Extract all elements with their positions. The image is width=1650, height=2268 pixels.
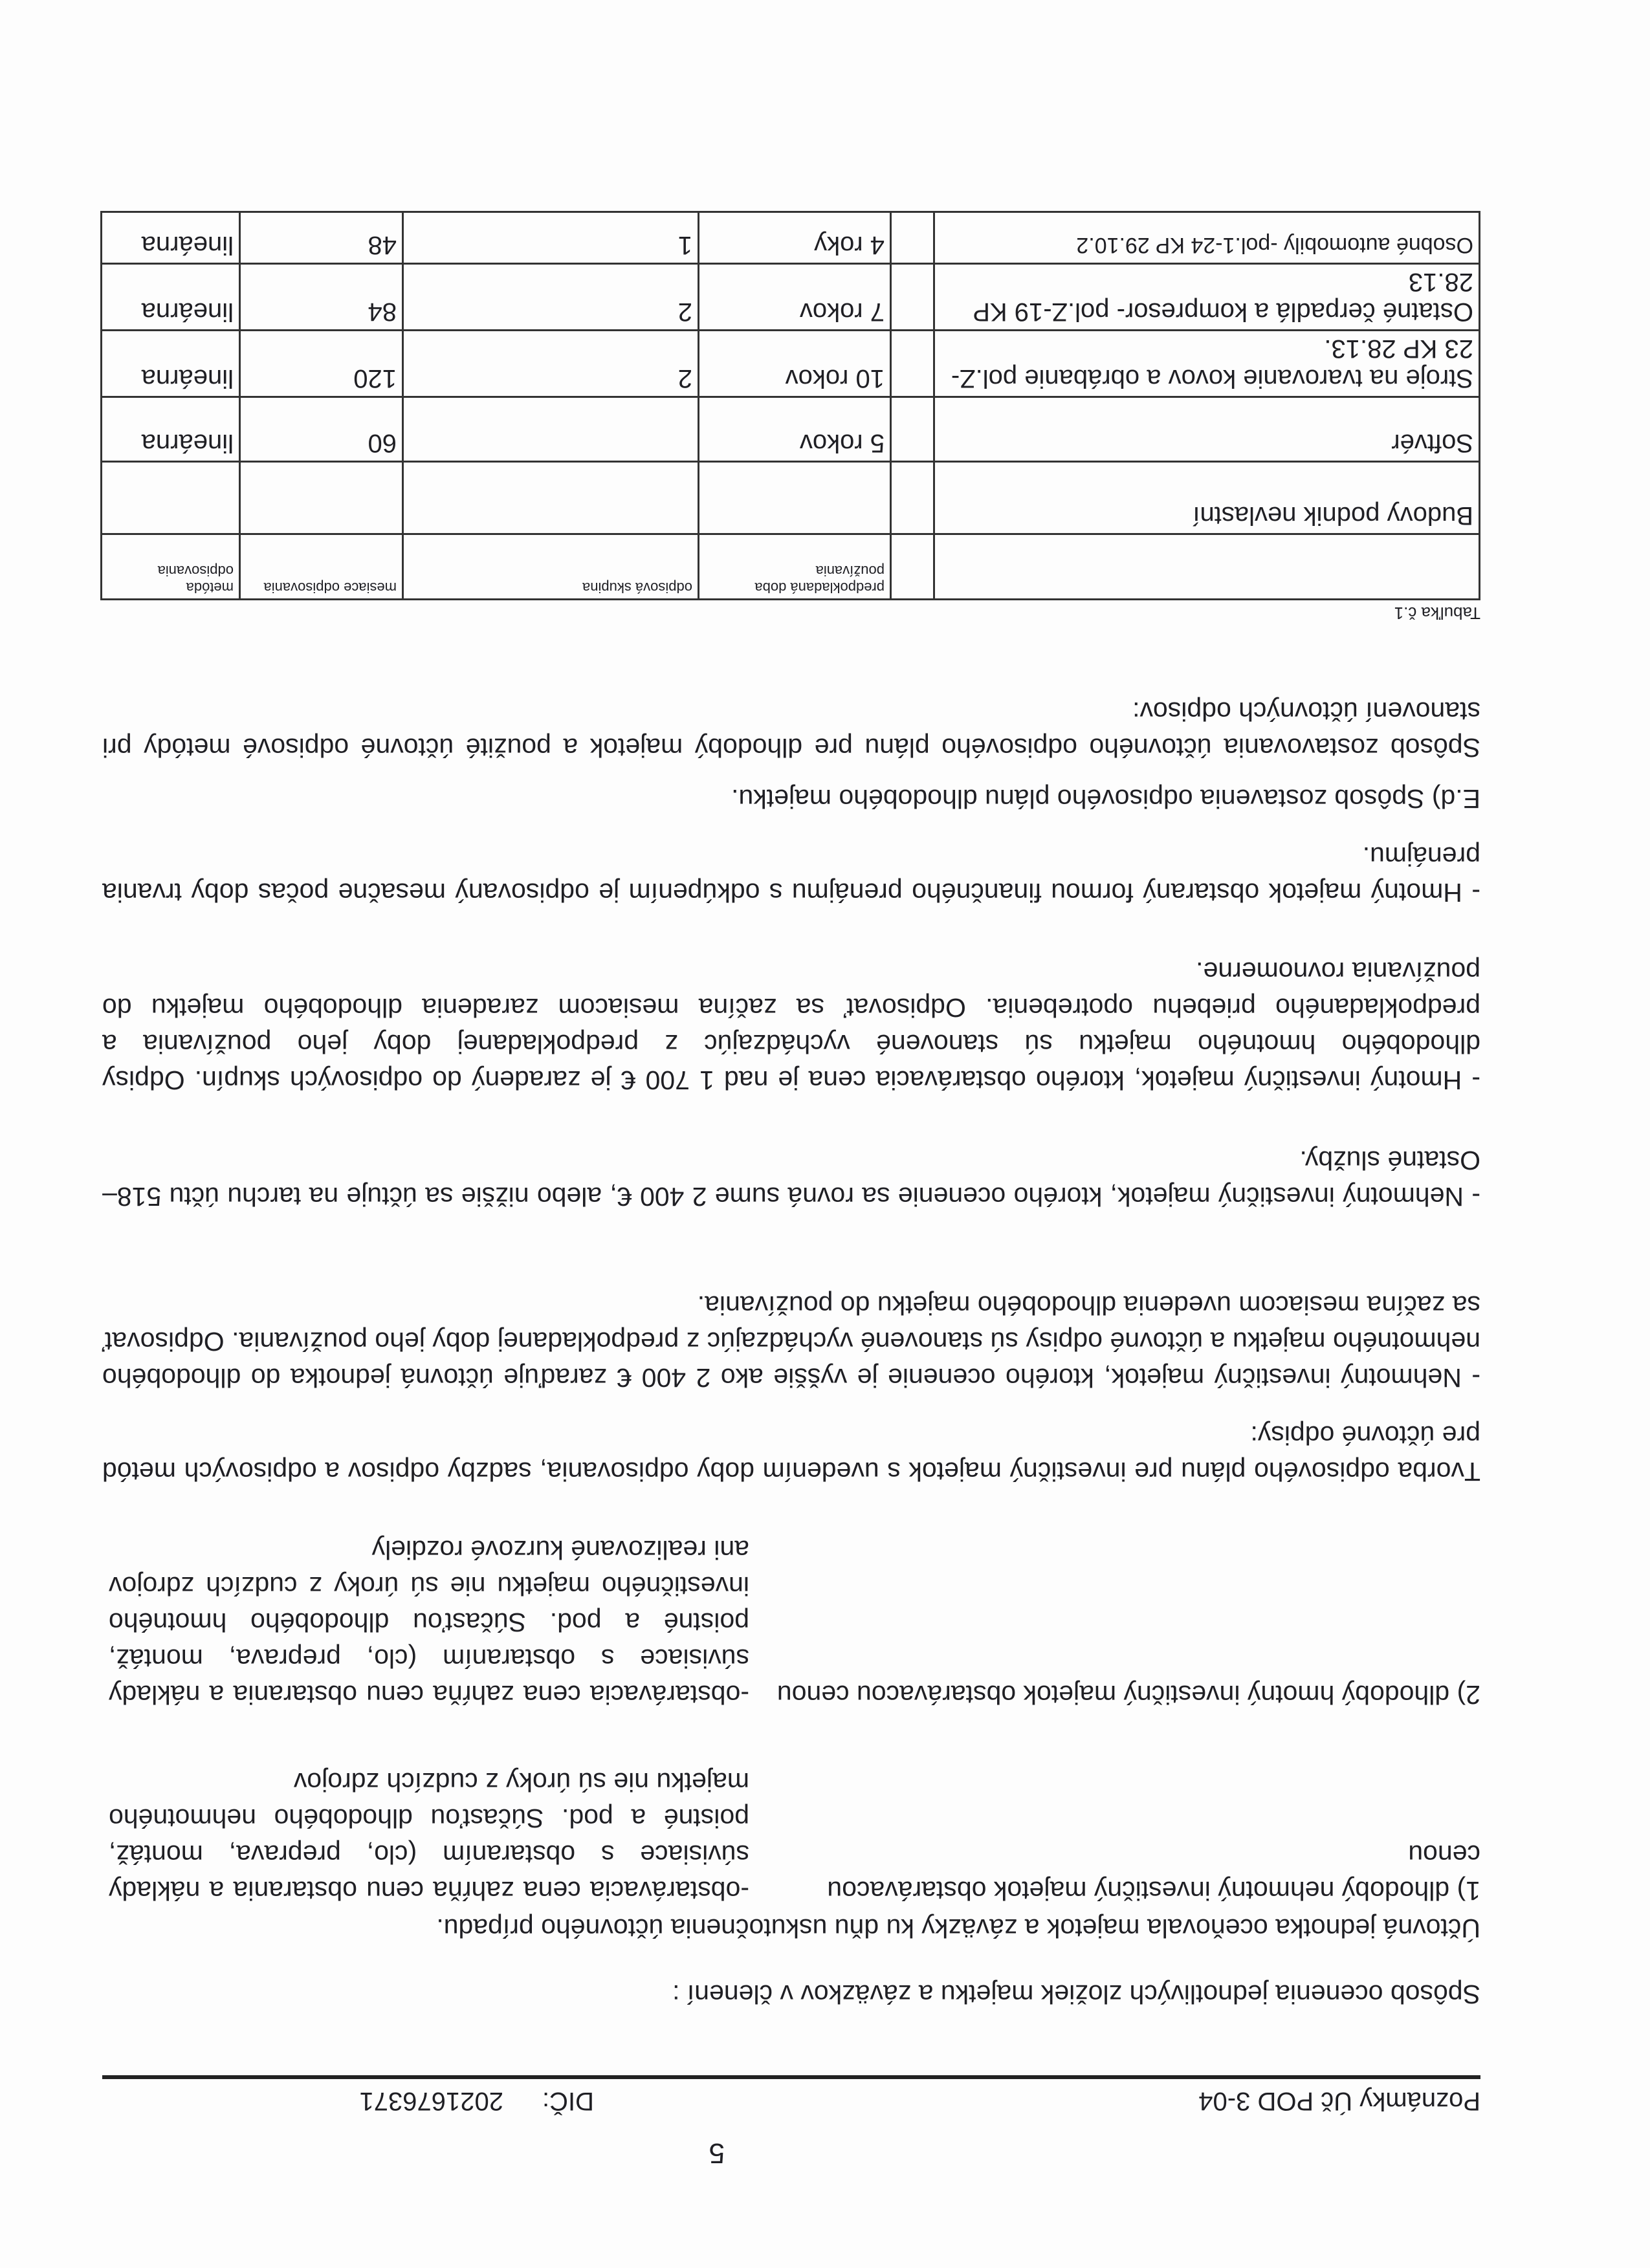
cell-period: 7 rokov xyxy=(699,264,891,331)
cell-months: 48 xyxy=(240,212,403,264)
cell xyxy=(891,331,934,397)
valuation-item-description: -obstarávacia cena zahŕňa cenu obstarania a náklady súvisiace s obstaraním (clo, preprava, montáž, poistné a pod. Súčasťou dlhodobého hmotného investičného majetku nie sú úroky z cudzích zdrojov ani realizované kurzové rozdiely xyxy=(109,1535,749,1710)
depreciation-intro: Tvorba odpisového plánu pre investičný majetok s uvedením doby odpisovania, sadzby odpisov a odpisových metód pre účtovné odpisy: xyxy=(102,1421,1480,1487)
valuation-item xyxy=(102,1532,1480,1713)
dic-value: 2021676371 xyxy=(359,2087,503,2115)
valuation-heading: Spôsob ocenenia jednotlivých zložiek majetku a záväzkov v členení : xyxy=(672,1979,1480,2009)
cell-group: 1 xyxy=(403,212,699,264)
table-caption: Tabuľka č.1 xyxy=(1394,604,1480,623)
table-row xyxy=(102,331,1480,397)
cell-months: 60 xyxy=(240,397,403,462)
cell-period: 5 rokov xyxy=(699,397,891,462)
cell-method: lineárna xyxy=(102,264,240,331)
header-rule xyxy=(102,2075,1480,2079)
page-header xyxy=(102,2083,1480,2119)
header-cell: predpokladaná doba používania xyxy=(699,534,891,600)
depreciation-bullet: - Nehmotný investičný majetok, ktorého ocenenie sa rovná sume 2 400 €, alebo nižšie sa účtuje na tarchu účtu 518–Ostatné služby. xyxy=(102,1146,1480,1212)
cell-period: 10 rokov xyxy=(699,331,891,397)
cell xyxy=(891,462,934,534)
cell-group xyxy=(403,397,699,462)
valuation-intro: Účtovná jednotka oceňovala majetok a záväzky ku dňu uskutočnenia účtovného prípadu. xyxy=(436,1914,1480,1943)
valuation-item xyxy=(102,1764,1480,1909)
cell-method: lineárna xyxy=(102,397,240,462)
table-row xyxy=(102,397,1480,462)
header-cell xyxy=(891,534,934,600)
valuation-item-label: 1) dlhodobý nehmotný investičný majetok obstarávacou cenou xyxy=(827,1840,1480,1906)
cell-months: 84 xyxy=(240,264,403,331)
cell-method: lineárna xyxy=(102,331,240,397)
cell-asset: Osobné automobily -pol.1-24 KP 29.10.2 xyxy=(934,212,1480,264)
cell-group: 2 xyxy=(403,264,699,331)
cell-group xyxy=(403,462,699,534)
document-title: Poznámky Úč POD 3-04 xyxy=(1198,2087,1480,2115)
header-cell: mesiace odpisovania xyxy=(240,534,403,600)
cell-method: lineárna xyxy=(102,212,240,264)
valuation-item-label: 2) dlhodobý hmotný investičný majetok obstarávacou cenou xyxy=(776,1680,1480,1710)
depreciation-table xyxy=(100,211,1480,600)
ed-text: Spôsob zostavovania účtovného odpisového plánu pre dlhodobý majetok a použité účtovné odpisové metódy pri stanovení účtovných odpisov: xyxy=(102,697,1480,763)
cell-group: 2 xyxy=(403,331,699,397)
dic-label: DIČ: xyxy=(542,2087,594,2115)
depreciation-bullet: - Hmotný investičný majetok, ktorého obstarávacia cena je nad 1 700 € je zaradený do odpisových skupín. Odpisy dlhodobého hmotného majetku sú stanovené vychádzajúc z predpokladanej doby jeho používania a predpokladaného priebehu opotrebenia. Odpisovať sa začína mesiacom zaradenia dlhodobého majetku do používania rovnomerne. xyxy=(102,957,1480,1095)
depreciation-bullet: - Nehmotný investičný majetok, ktorého ocenenie je vyššie ako 2 400 € zaraďuje účtovná jednotka do dlhodobého nehmotného majetku a účtovné odpisy sú stanovené vychádzajúc z predpokladanej doby jeho používania. Odpisovať sa začína mesiacom uvedenia dlhodobého majetku do používania. xyxy=(102,1291,1480,1393)
page-number: 5 xyxy=(709,2137,725,2169)
table-row xyxy=(102,212,1480,264)
header-cell xyxy=(934,534,1480,600)
cell xyxy=(891,397,934,462)
cell-asset: Budovy podnik nevlastní xyxy=(934,462,1480,534)
cell-asset: Stroje na tvarovanie kovov a obrábanie pol.Z-23 KP 28.13. xyxy=(934,331,1480,397)
depreciation-bullet: - Hmotný majetok obstaraný formou finančného prenájmu s odkúpením je odpisovaný mesačne počas doby trvania prenájmu. xyxy=(102,842,1480,908)
cell-period: 4 roky xyxy=(699,212,891,264)
cell-months: 120 xyxy=(240,331,403,397)
header-cell: metóda odpisovania xyxy=(102,534,240,600)
cell-months xyxy=(240,462,403,534)
valuation-item-description: -obstarávacia cena zahŕňa cenu obstarania a náklady súvisiace s obstaraním (clo, preprava, montáž, poistné a pod. Súčasťou dlhodobého nehmotného majetku nie sú úroky z cudzích zdrojov xyxy=(109,1767,749,1906)
table-header-row xyxy=(102,534,1480,600)
cell-asset: Ostatné čerpadlá a kompresor- pol.Z-19 KP 28.13 xyxy=(934,264,1480,331)
cell-period xyxy=(699,462,891,534)
cell xyxy=(891,212,934,264)
cell-asset: Softvér xyxy=(934,397,1480,462)
cell xyxy=(891,264,934,331)
table-row xyxy=(102,462,1480,534)
header-cell: odpisová skupina xyxy=(403,534,699,600)
cell-method xyxy=(102,462,240,534)
ed-heading: E.d) Spôsob zostavenia odpisového plánu dlhodobého majetku. xyxy=(731,784,1480,814)
table-row xyxy=(102,264,1480,331)
